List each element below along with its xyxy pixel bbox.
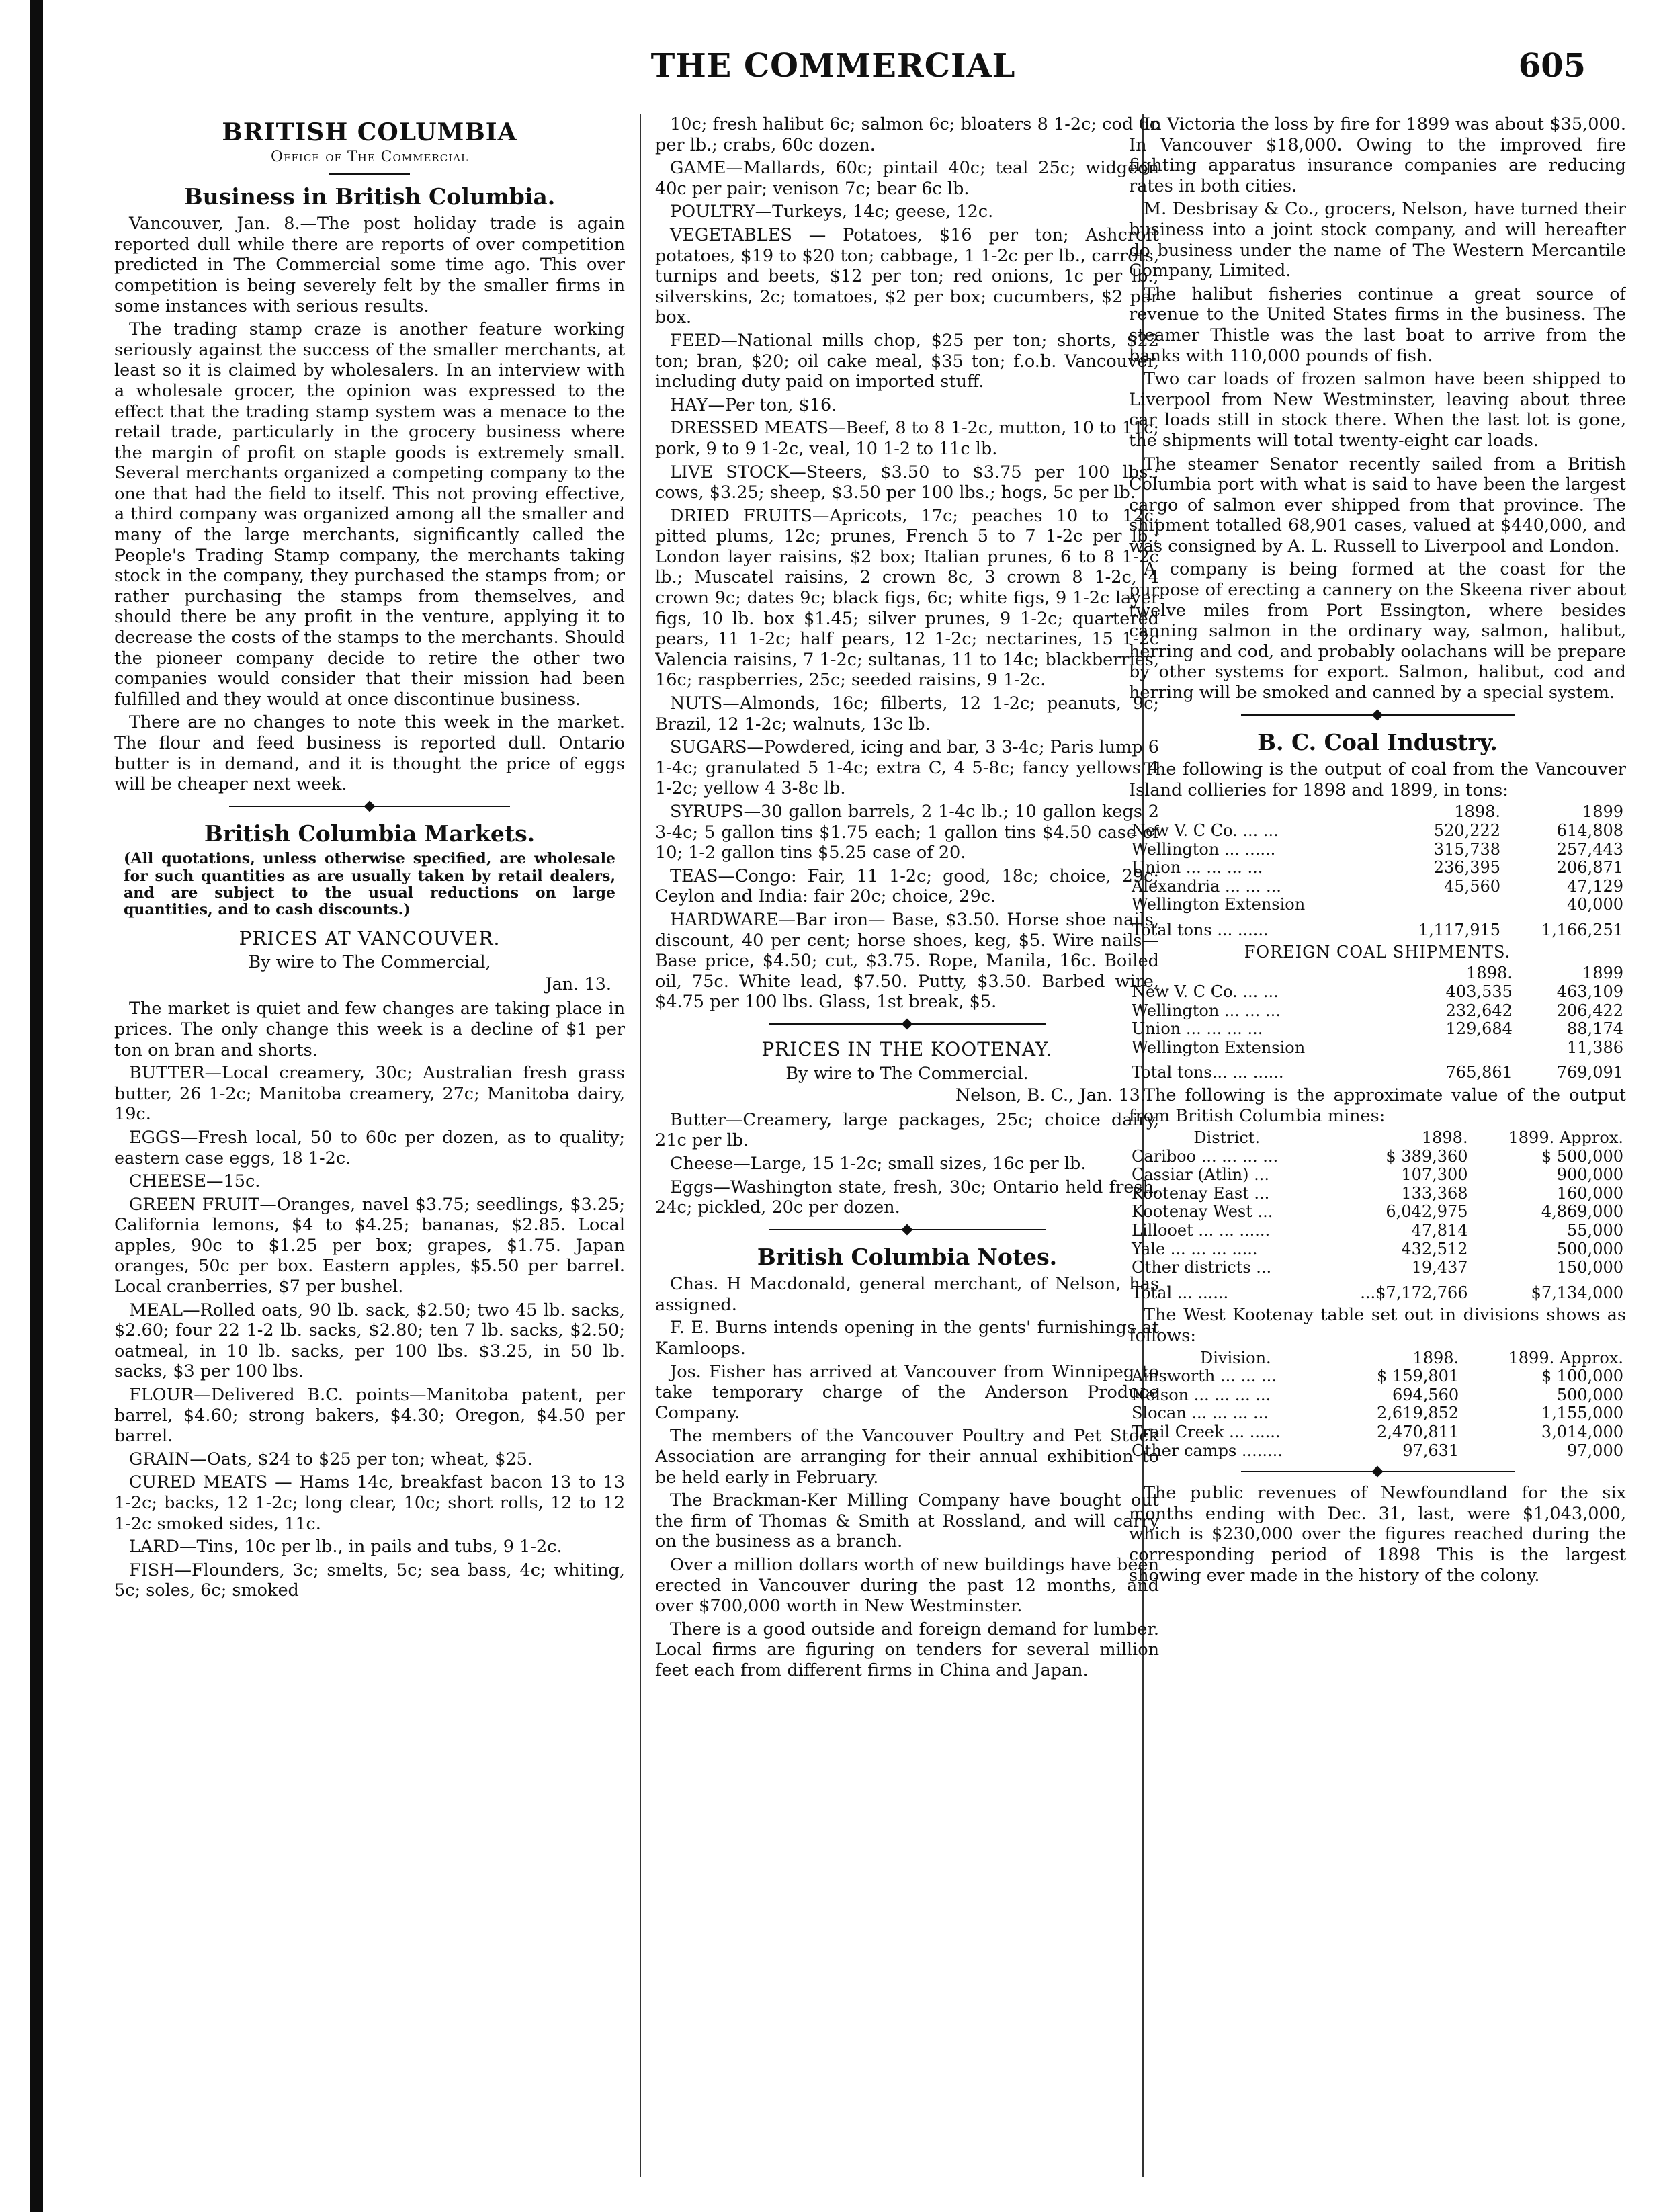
value-1898: 47,814 <box>1411 1221 1468 1240</box>
value-1898: 2,470,811 <box>1377 1422 1459 1442</box>
news-paragraph: M. Desbrisay & Co., grocers, Nelson, have turned their business into a joint stock company, and will hereafter do business under the name of The Western Mercantile Company, Limited. <box>1129 199 1626 282</box>
note-paragraph: There is a good outside and foreign demand for lumber. Local firms are figuring on tenders for several million feet each from different firms in China and Japan. <box>655 1619 1159 1681</box>
price-paragraph: BUTTER—Local creamery, 30c; Australian fresh grass butter, 26 1-2c; Manitoba creamery, 27c; Manitoba dairy, 19c. <box>114 1063 625 1125</box>
value-1899: 206,422 <box>1556 1001 1623 1020</box>
row-label: Other camps ........ <box>1132 1441 1283 1460</box>
price-paragraph: HAY—Per ton, $16. <box>670 394 837 415</box>
article-paragraph: The trading stamp craze is another feature working seriously against the success of the smaller merchants, at least so it is claimed by wholesalers. In an interview with a wholesale grocer, the opinion was expressed to the effect that the trading stamp system was a menace to the retail trade, particularly in the grocery business where the margin of profit on staple goods is extremely small. Several merchants organized a competing company to the one that had the field to itself. This not proving effective, a third company was organized among all the smaller and many of the large merchants, significantly called the People's Trading Stamp company, the merchants taking stock in the company, they purchased the stamps from; or rather purchasing the stamps from themselves, and should there be any profit in the venture, applying it to decrease the costs of the stamps to the merchants. Should the pioneer company decide to retire the other two companies would consider that their mission had been fulfilled and they would at once discontinue business. <box>114 319 625 710</box>
row-label: Slocan ... ... ... ... <box>1132 1404 1269 1423</box>
mines-table <box>1129 1129 1626 1302</box>
table-row <box>1129 822 1626 841</box>
value-1899: 55,000 <box>1567 1221 1623 1240</box>
value-1899: 11,386 <box>1567 1037 1623 1057</box>
table-row <box>1129 1039 1626 1058</box>
table-row <box>1129 1020 1626 1039</box>
value-1898: 403,535 <box>1445 982 1513 1001</box>
value-1898: 45,560 <box>1444 876 1501 896</box>
column-3 <box>1129 114 1626 2190</box>
table-row <box>1129 1002 1626 1021</box>
column-header: 1899. Approx. <box>1508 1348 1623 1367</box>
price-paragraph: FISH—Flounders, 3c; smelts, 5c; sea bass, 4c; whiting, 5c; soles, 6c; smoked <box>114 1560 625 1601</box>
total-1898: ...$7,172,766 <box>1360 1283 1468 1302</box>
price-paragraph: CHEESE—15c. <box>129 1171 261 1192</box>
note-paragraph: Jos. Fisher has arrived at Vancouver from Winnipeg to take temporary charge of the Anderson Produce Company. <box>655 1361 1159 1423</box>
value-1898: 236,395 <box>1433 858 1501 878</box>
row-label: Wellington ... ... ... <box>1132 1001 1281 1020</box>
row-label: Union ... ... ... ... <box>1132 858 1263 878</box>
price-paragraph: POULTRY—Turkeys, 14c; geese, 12c. <box>670 202 994 222</box>
value-1898: 97,631 <box>1402 1441 1459 1460</box>
value-1899: 614,808 <box>1556 821 1623 840</box>
table-row <box>1129 896 1626 914</box>
row-label: Ainsworth ... ... ... <box>1132 1367 1277 1386</box>
row-label: Wellington Extension <box>1132 895 1306 914</box>
value-1898: 232,642 <box>1445 1001 1513 1020</box>
total-1898: 1,117,915 <box>1418 920 1501 939</box>
total-1899: 1,166,251 <box>1541 920 1623 939</box>
value-1898: 129,684 <box>1445 1019 1513 1039</box>
total-1898: 765,861 <box>1445 1063 1513 1082</box>
note-paragraph: The Brackman-Ker Milling Company have bought out the firm of Thomas & Smith at Rossland, and will carry on the business as a branch. <box>655 1490 1159 1552</box>
total-1899: $7,134,000 <box>1531 1283 1623 1302</box>
value-1898: 432,512 <box>1401 1239 1468 1259</box>
value-1899: 40,000 <box>1567 895 1623 914</box>
rule <box>329 173 410 175</box>
coal-output-table <box>1129 803 1626 939</box>
section-title: BRITISH COLUMBIA <box>222 118 517 146</box>
page-number: 605 <box>1518 47 1586 85</box>
price-paragraph: FEED—National mills chop, $25 per ton; shorts, $22 ton; bran, $20; oil cake meal, $35 ton; f.o.b. Vancouver, including duty paid on imported stuff. <box>655 330 1159 392</box>
note-paragraph: Chas. H Macdonald, general merchant, of Nelson, has assigned. <box>655 1274 1159 1315</box>
page-header <box>74 47 1592 94</box>
value-1898: 107,300 <box>1401 1165 1468 1185</box>
vancouver-price-list <box>114 998 625 1601</box>
table-row <box>1129 1442 1626 1461</box>
kootenay-prices-heading: PRICES IN THE KOOTENAY. <box>761 1037 1053 1060</box>
article-paragraph: Vancouver, Jan. 8.—The post holiday trade is again reported dull while there are reports of over competition predicted in The Commercial some time ago. This over competition is being severely felt by the smaller firms in some instances with serious results. <box>114 214 625 316</box>
total-label: Total tons ... ...... <box>1132 920 1269 939</box>
value-1899: 206,871 <box>1556 858 1623 878</box>
price-paragraph: FLOUR—Delivered B.C. points—Manitoba patent, per barrel, $4.60; strong bakers, $4.30; Oregon, $4.50 per barrel. <box>114 1385 625 1447</box>
value-1898: $ 159,801 <box>1377 1367 1459 1386</box>
ornamental-rule <box>769 1224 1046 1236</box>
ornamental-rule <box>769 1018 1046 1030</box>
price-paragraph: SYRUPS—30 gallon barrels, 2 1-4c lb.; 10 gallon kegs 2 3-4c; 5 gallon tins $1.75 each; 1 gallon tins $4.50 case of 10; 1-2 gallon tins $5.25 case of 20. <box>655 802 1159 863</box>
column-header: 1899 <box>1582 802 1623 822</box>
market-price-list <box>655 114 1159 1013</box>
row-label: Wellington Extension <box>1132 1037 1306 1057</box>
table-row <box>1129 1203 1626 1222</box>
total-1899: 769,091 <box>1556 1063 1623 1082</box>
row-label: Lillooet ... ... ...... <box>1132 1221 1271 1240</box>
value-1898 <box>1380 896 1503 914</box>
column-divider <box>640 114 641 2177</box>
price-paragraph: HARDWARE—Bar iron— Base, $3.50. Horse shoe nails, discount, 40 per cent; horse shoes, keg, $5. Wire nails—Base price, $4.50; cut, $3.75. Rope, Manila, 16c. Boiled oil, 75c. White lead, $7.50. Putty, $3.50. Barbed wire, $4.75 per 100 lbs. Glass, 1st break, $5. <box>655 909 1159 1013</box>
value-1899: 500,000 <box>1556 1385 1623 1404</box>
row-label: Trail Creek ... ...... <box>1132 1422 1281 1442</box>
price-paragraph: MEAL—Rolled oats, 90 lb. sack, $2.50; two 45 lb. sacks, $2.60; four 22 1-2 lb. sacks, $2.80; ten 7 lb. sacks, $2.50; oatmeal, in 10 lb. sacks, per 100 lbs. $3.25, in 50 lb. sacks, $3 per 100 lbs. <box>114 1300 625 1382</box>
value-1899: 4,869,000 <box>1541 1202 1623 1222</box>
table-row <box>1129 1185 1626 1203</box>
column-header: 1898. <box>1454 802 1501 822</box>
value-1899: 160,000 <box>1556 1183 1623 1203</box>
row-label: Cariboo ... ... ... ... <box>1132 1146 1279 1166</box>
column-header: 1898. <box>1466 964 1513 983</box>
ornamental-rule <box>229 800 510 812</box>
row-label: Wellington ... ...... <box>1132 839 1276 859</box>
row-label: Other districts ... <box>1132 1258 1272 1277</box>
vancouver-prices-heading: PRICES AT VANCOUVER. <box>239 927 501 949</box>
price-paragraph: GAME—Mallards, 60c; pintail 40c; teal 25c; widgeon 40c per pair; venison 7c; bear 6c lb. <box>655 158 1159 199</box>
price-paragraph: LARD—Tins, 10c per lb., in pails and tubs, 9 1-2c. <box>129 1537 562 1558</box>
section-subtitle: Office of The Commercial <box>271 148 468 166</box>
column-1 <box>114 114 625 2190</box>
value-1899: 257,443 <box>1556 839 1623 859</box>
column-header: 1898. <box>1412 1348 1459 1367</box>
value-1898: $ 389,360 <box>1386 1146 1468 1166</box>
table-row <box>1129 878 1626 896</box>
news-paragraph: The steamer Senator recently sailed from a British Columbia port with what is said to have been the largest cargo of salmon ever shipped from that province. The shipment totalled 68,901 cases, valued at $440,000, and was consigned by A. L. Russell to Liverpool and London. <box>1129 454 1626 556</box>
value-1899: 97,000 <box>1567 1441 1623 1460</box>
value-1898: 19,437 <box>1411 1258 1468 1277</box>
kootenay-byline: By wire to The Commercial. <box>785 1063 1029 1084</box>
table-row <box>1129 1148 1626 1166</box>
price-paragraph: SUGARS—Powdered, icing and bar, 3 3-4c; Paris lump 6 1-4c; granulated 5 1-4c; extra C, 4 5-8c; fancy yellows 4 1-2c; yellow 4 3-8c lb. <box>655 737 1159 799</box>
column-header: Division. <box>1200 1348 1271 1367</box>
table-row <box>1129 1240 1626 1259</box>
column-header: 1899. Approx. <box>1508 1128 1623 1148</box>
column-header: 1899 <box>1582 964 1623 983</box>
news-paragraph: Two car loads of frozen salmon have been shipped to Liverpool from New Westminster, leaving about three car loads still in stock there. When the last lot is gone, the shipments will total twenty-eight car loads. <box>1129 369 1626 451</box>
table-row <box>1129 1222 1626 1240</box>
price-paragraph: EGGS—Fresh local, 50 to 60c per dozen, as to quality; eastern case eggs, 18 1-2c. <box>114 1127 625 1168</box>
note-paragraph: F. E. Burns intends opening in the gents' furnishings at Kamloops. <box>655 1318 1159 1359</box>
price-paragraph: Eggs—Washington state, fresh, 30c; Ontario held fresh, 24c; pickled, 20c per dozen. <box>655 1177 1159 1218</box>
row-label: Alexandria ... ... ... <box>1132 876 1281 896</box>
value-1899: 150,000 <box>1556 1258 1623 1277</box>
coal-intro: The following is the output of coal from the Vancouver Island collieries for 1898 and 1899, in tons: <box>1129 759 1626 800</box>
news-paragraph: A company is being formed at the coast for the purpose of erecting a cannery on the Skeena river about twelve miles from Port Essington, where besides canning salmon in the ordinary way, salmon, halibut, herring and cod, and probably oolachans will be prepare by other systems for export. Salmon, halibut, cod and herring will be smoked and canned by a special system. <box>1129 559 1626 704</box>
value-1898 <box>1404 1039 1515 1058</box>
kootenay-divisions-table <box>1129 1349 1626 1461</box>
table-row <box>1129 859 1626 878</box>
news-paragraph: The halibut fisheries continue a great source of revenue to the United States firms in the business. The steamer Thistle was the last boat to arrive from the banks with 110,000 pounds of fish. <box>1129 284 1626 366</box>
total-label: Total ... ...... <box>1132 1283 1229 1302</box>
price-paragraph: Butter—Creamery, large packages, 25c; choice dairy, 21c per lb. <box>655 1109 1159 1151</box>
business-article <box>114 214 625 795</box>
value-1899: $ 100,000 <box>1541 1367 1623 1386</box>
business-heading: Business in British Columbia. <box>183 183 556 210</box>
prices-dateline: Jan. 13. <box>545 974 611 994</box>
foreign-shipments-heading: FOREIGN COAL SHIPMENTS. <box>1244 942 1511 962</box>
ornamental-rule <box>1241 1465 1515 1478</box>
prices-byline: By wire to The Commercial, <box>248 952 491 973</box>
row-label: New V. C Co. ... ... <box>1132 821 1279 840</box>
price-paragraph: GREEN FRUIT—Oranges, navel $3.75; seedlings, $3.25; California lemons, $4 to $4.25; bananas, $2.85. Local apples, 90c to $1.25 per box; grapes, $1.75. Japan oranges, 50c per box. Eastern apples, $5.50 per barrel. Local cranberries, $7 per bushel. <box>114 1194 625 1298</box>
table-row <box>1129 1259 1626 1277</box>
foreign-shipments-table <box>1129 964 1626 1082</box>
row-label: Nelson ... ... ... ... <box>1132 1385 1271 1404</box>
column-header: District. <box>1193 1128 1261 1148</box>
price-paragraph: DRESSED MEATS—Beef, 8 to 8 1-2c, mutton, 10 to 11c; pork, 9 to 9 1-2c, veal, 10 1-2 to 11c lb. <box>655 418 1159 459</box>
column-2 <box>655 114 1159 2190</box>
row-label: New V. C Co. ... ... <box>1132 982 1279 1001</box>
table-row <box>1129 1367 1626 1386</box>
mines-intro: The following is the approximate value of the output from British Columbia mines: <box>1129 1084 1626 1126</box>
value-1899: 500,000 <box>1556 1239 1623 1259</box>
table-row <box>1129 1404 1626 1423</box>
table-row <box>1129 841 1626 859</box>
kootenay-dateline: Nelson, B. C., Jan. 13. <box>955 1085 1146 1106</box>
news-paragraph: In Victoria the loss by fire for 1899 was about $35,000. In Vancouver $18,000. Owing to the improved fire fighting apparatus insurance companies are reducing rates in both cities. <box>1129 114 1626 196</box>
price-paragraph: DRIED FRUITS—Apricots, 17c; peaches 10 to 12c, pitted plums, 12c; prunes, French 5 to 7 1-2c per lb.; London layer raisins, $2 box; Italian prunes, 6 to 8 1-2c lb.; Muscatel raisins, 2 crown 8c, 3 crown 8 1-2c, 4 crown 9c; dates 9c; black figs, 6c; white figs, 9 1-2c layer figs, 10 lb. box $1.45; silver prunes, 9 1-2c; quartered pears, 11 1-2c; half pears, 12 1-2c; nectarines, 15 1-2c Valencia raisins, 7 1-2c; sultanas, 11 to 14c; blackberries, 16c; raspberries, 25c; seeded raisins, 9 1-2c. <box>655 505 1159 691</box>
note-paragraph: Over a million dollars worth of new buildings have been erected in Vancouver during the past 12 months, and over $700,000 worth in New Westminster. <box>655 1555 1159 1617</box>
value-1898: 6,042,975 <box>1386 1202 1468 1222</box>
row-label: Kootenay East ... <box>1132 1183 1270 1203</box>
row-label: Union ... ... ... ... <box>1132 1019 1263 1039</box>
article-paragraph: There are no changes to note this week in the market. The flour and feed business is reported dull. Ontario butter is in demand, and it is thought the price of eggs will be cheaper next week. <box>114 712 625 795</box>
table-row <box>1129 1423 1626 1442</box>
markets-note: (All quotations, unless otherwise specified, are wholesale for such quantities as are usually taken by retail dealers, and are subject to the usual reductions on large quantities, and to cash discounts.) <box>124 850 615 919</box>
price-paragraph: CURED MEATS — Hams 14c, breakfast bacon 13 to 13 1-2c; backs, 12 1-2c; long clear, 10c; short rolls, 12 to 12 1-2c smoked sides, 11c. <box>114 1472 625 1534</box>
row-label: Kootenay West ... <box>1132 1202 1273 1222</box>
table-row <box>1129 1386 1626 1405</box>
ornamental-rule <box>1241 709 1515 721</box>
price-paragraph: TEAS—Congo: Fair, 11 1-2c; good, 18c; choice, 29c; Ceylon and India: fair 20c; choice, 29c. <box>655 865 1159 907</box>
total-label: Total tons... ... ...... <box>1132 1063 1284 1082</box>
notes-heading: British Columbia Notes. <box>757 1243 1058 1270</box>
price-paragraph: Cheese—Large, 15 1-2c; small sizes, 16c per lb. <box>670 1153 1087 1174</box>
coal-heading: B. C. Coal Industry. <box>1257 728 1498 755</box>
value-1899: 900,000 <box>1556 1165 1623 1185</box>
value-1899: $ 500,000 <box>1541 1146 1623 1166</box>
value-1898: 315,738 <box>1433 839 1501 859</box>
publication-title: THE COMMERCIAL <box>650 47 1016 85</box>
kootenay-intro: The West Kootenay table set out in divisions shows as follows: <box>1129 1305 1626 1347</box>
newfoundland-paragraph: The public revenues of Newfoundland for the six months ending with Dec. 31, last, were $1,043,000, which is $230,000 over the figures reached during the corresponding period of 1898 This is the largest showing ever made in the history of the colony. <box>1129 1483 1626 1586</box>
price-paragraph: 10c; fresh halibut 6c; salmon 6c; bloaters 8 1-2c; cod 6c per lb.; crabs, 60c dozen. <box>655 114 1159 155</box>
value-1898: 133,368 <box>1401 1183 1468 1203</box>
markets-heading: British Columbia Markets. <box>204 820 536 847</box>
value-1898: 520,222 <box>1433 821 1501 840</box>
column-header: 1898. <box>1421 1128 1468 1148</box>
value-1899: 88,174 <box>1567 1019 1623 1039</box>
value-1899: 3,014,000 <box>1541 1422 1623 1442</box>
table-row <box>1129 1166 1626 1185</box>
price-paragraph: LIVE STOCK—Steers, $3.50 to $3.75 per 100 lbs.; cows, $3.25; sheep, $3.50 per 100 lbs.; hogs, 5c per lb. <box>655 462 1159 503</box>
value-1899: 47,129 <box>1567 876 1623 896</box>
page-gutter-shadow <box>30 0 43 2212</box>
row-label: Cassiar (Atlin) ... <box>1132 1165 1269 1185</box>
note-paragraph: The members of the Vancouver Poultry and Pet Stock Association are arranging for their annual exhibition to be held early in February. <box>655 1426 1159 1488</box>
price-paragraph: The market is quiet and few changes are taking place in prices. The only change this week is a decline of $1 per ton on bran and shorts. <box>114 998 625 1060</box>
value-1899: 1,155,000 <box>1541 1404 1623 1423</box>
price-paragraph: GRAIN—Oats, $24 to $25 per ton; wheat, $25. <box>129 1449 533 1470</box>
value-1898: 2,619,852 <box>1377 1404 1459 1423</box>
table-row <box>1129 983 1626 1002</box>
value-1898: 694,560 <box>1392 1385 1459 1404</box>
row-label: Yale ... ... ... ..... <box>1132 1239 1258 1259</box>
price-paragraph: NUTS—Almonds, 16c; filberts, 12 1-2c; peanuts, 9c; Brazil, 12 1-2c; walnuts, 13c lb. <box>655 693 1159 734</box>
price-paragraph: VEGETABLES — Potatoes, $16 per ton; Ashcroft potatoes, $19 to $20 ton; cabbage, 1 1-2c per lb., carrots, turnips and beets, $12 per ton; red onions, 1c per lb.; silverskins, 2c; tomatoes, $2 per box; cucumbers, $2 per box. <box>655 224 1159 328</box>
value-1899: 463,109 <box>1556 982 1623 1001</box>
